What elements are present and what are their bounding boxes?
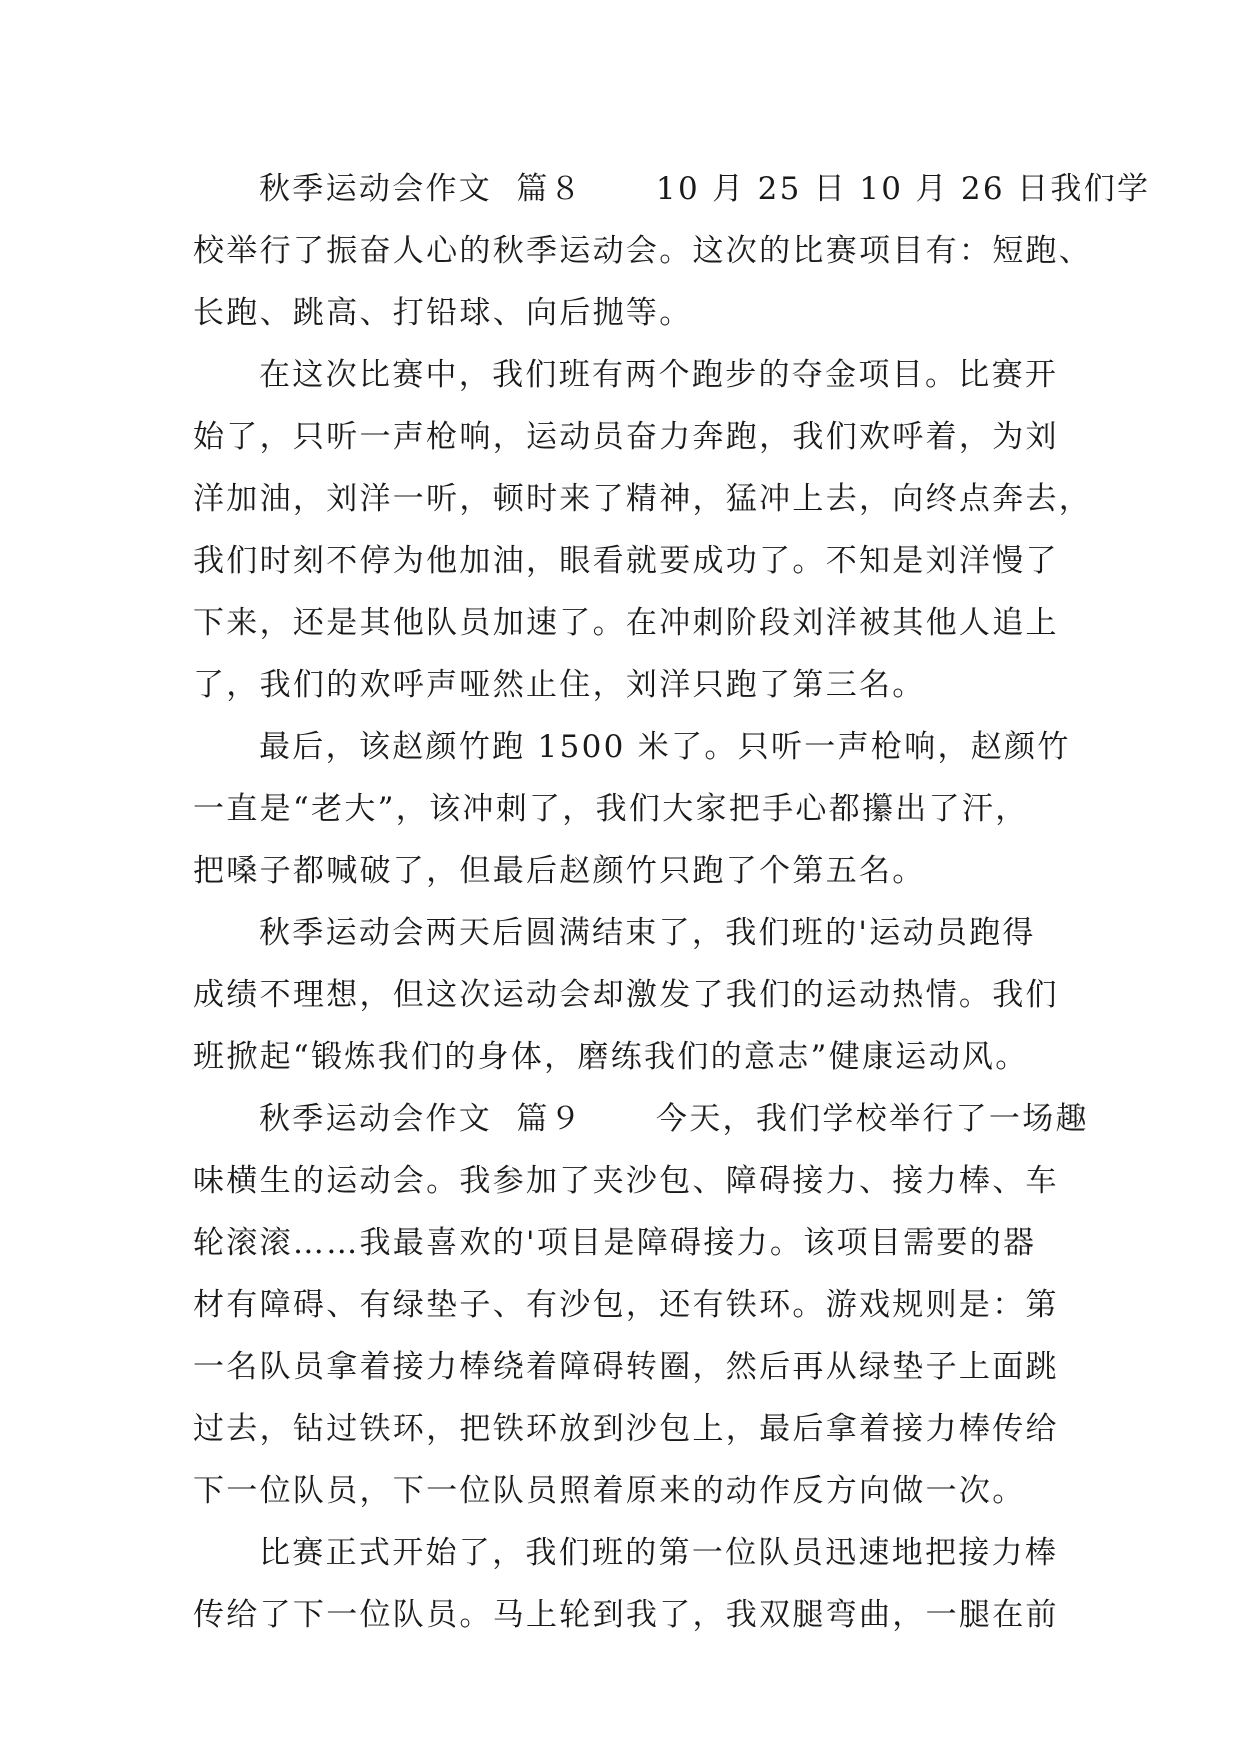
text-line: 班掀起“锻炼我们的身体，磨练我们的意志”健康运动风。 <box>193 1039 1029 1075</box>
text-line: 下一位队员，下一位队员照着原来的动作反方向做一次。 <box>193 1473 1026 1509</box>
text-line: 把嗓子都喊破了，但最后赵颜竹只跑了个第五名。 <box>193 853 926 889</box>
text-line: 材有障碍、有绿垫子、有沙包，还有铁环。游戏规则是：第 <box>193 1287 1059 1323</box>
text-line: 在这次比赛中，我们班有两个跑步的夺金项目。比赛开 <box>259 357 1059 393</box>
text-line: 了，我们的欢呼声哑然止住，刘洋只跑了第三名。 <box>193 667 926 703</box>
text-line: 最后，该赵颜竹跑 1500 米了。只听一声枪响，赵颜竹 <box>259 729 1071 765</box>
document-body <box>193 158 1151 1646</box>
text-line: 传给了下一位队员。马上轮到我了，我双腿弯曲，一腿在前 <box>193 1597 1059 1633</box>
text-line: 秋季运动会作文 篇８ 10 月 25 日 10 月 26 日我们学 <box>259 171 1151 207</box>
text-line: 校举行了振奋人心的秋季运动会。这次的比赛项目有：短跑、 <box>193 233 1093 269</box>
text-line: 秋季运动会作文 篇９ 今天，我们学校举行了一场趣 <box>259 1101 1089 1137</box>
text-line: 一直是“老大”，该冲刺了，我们大家把手心都攥出了汗， <box>193 791 1029 827</box>
text-line: 下来，还是其他队员加速了。在冲刺阶段刘洋被其他人追上 <box>193 605 1059 641</box>
text-line: 味横生的运动会。我参加了夹沙包、障碍接力、接力棒、车 <box>193 1163 1059 1199</box>
text-line: 洋加油，刘洋一听，顿时来了精神，猛冲上去，向终点奔去， <box>193 481 1093 517</box>
text-line: 秋季运动会两天后圆满结束了，我们班的'运动员跑得 <box>259 915 1036 951</box>
text-line: 轮滚滚……我最喜欢的'项目是障碍接力。该项目需要的器 <box>193 1225 1037 1261</box>
text-line: 长跑、跳高、打铅球、向后抛等。 <box>193 295 693 331</box>
text-line: 一名队员拿着接力棒绕着障碍转圈，然后再从绿垫子上面跳 <box>193 1349 1059 1385</box>
text-line: 成绩不理想，但这次运动会却激发了我们的运动热情。我们 <box>193 977 1059 1013</box>
text-line: 始了，只听一声枪响，运动员奋力奔跑，我们欢呼着，为刘 <box>193 419 1059 455</box>
text-line: 过去，钻过铁环，把铁环放到沙包上，最后拿着接力棒传给 <box>193 1411 1059 1447</box>
text-line: 我们时刻不停为他加油，眼看就要成功了。不知是刘洋慢了 <box>193 543 1059 579</box>
text-line: 比赛正式开始了，我们班的第一位队员迅速地把接力棒 <box>259 1535 1059 1571</box>
